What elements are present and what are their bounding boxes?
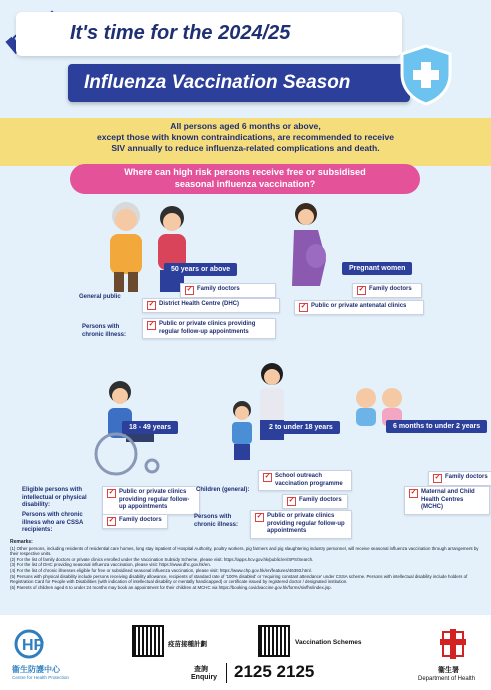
option-clinics (142, 318, 276, 339)
option-antenatal-clinics (294, 300, 424, 315)
option-school-outreach (258, 470, 352, 491)
qr-label-zh: 疫苗接種計劃 (168, 640, 207, 648)
children-general-label: Children (general): (196, 487, 250, 493)
option-label: Family doctors (445, 474, 488, 480)
children-chronic-label: Persons with chronic illness: (194, 514, 239, 528)
option-label: Family doctors (369, 286, 412, 292)
remark-item: (3) For the list of DHC providing seasonal influenza vaccination, please visit: https://www.dhc.gov.hk/en. (10, 562, 212, 568)
option-family-doctors (102, 514, 168, 529)
check-icon: ✓ (264, 473, 271, 480)
check-icon: ✓ (256, 513, 263, 520)
option-label: Family doctors (119, 517, 162, 523)
disability-label: Eligible persons with intellectual or physical disability: (22, 487, 87, 508)
intro-line: except those with known contraindications, are recommended to receive (96, 132, 395, 142)
option-label: District Health Centre (DHC) (159, 301, 240, 307)
option-mchc (404, 486, 490, 515)
chronic-illness-label: Persons with chronic illness: (82, 324, 127, 338)
intro-line: All persons aged 6 months or above, (170, 121, 321, 131)
doh-name-zh: 衞生署 (438, 666, 459, 674)
option-label: Maternal and Child Health Centres (MCHC) (421, 489, 475, 510)
question-line: Where can high risk persons receive free or subsidised (124, 167, 366, 177)
chp-name-en: Centre for Health Protection (12, 675, 69, 680)
check-icon: ✓ (148, 301, 155, 308)
check-icon: ✓ (358, 286, 365, 293)
doh-name-en: Department of Health (418, 676, 476, 682)
qr-code[interactable] (132, 625, 164, 657)
page-subtitle: Influenza Vaccination Season (84, 72, 351, 93)
enquiry-phone[interactable]: 2125 2125 (234, 662, 315, 681)
shield-icon (398, 44, 454, 106)
check-icon: ✓ (108, 489, 115, 496)
option-family-doctors (352, 283, 422, 298)
question-text (80, 166, 410, 190)
remark-item: (6) Parents of children aged 6 to under 24 months may book an appointment for their children at MCHC via https://booking.covidvaccine.gov.hk/forms/sivfhs/index.jsp. (10, 584, 332, 590)
chp-name-zh: 衞生防護中心 (12, 665, 60, 674)
enquiry-label-en: Enquiry (191, 674, 218, 681)
option-label: School outreach vaccination programme (275, 473, 343, 487)
option-family-doctors (428, 471, 491, 486)
question-line: seasonal influenza vaccination? (174, 179, 316, 189)
check-icon: ✓ (434, 474, 441, 481)
option-label: Family doctors (299, 497, 342, 503)
group-tag-elderly: 50 years or above (164, 263, 237, 276)
remark-item: (5) Persons with physical disability include persons receiving disability allowance, recipients of standard rate of '100% disabled' or 'requiring constant attendance' under CSSA scheme. Persons with intellectual disability include holders of Registration Card for People with Disabilities (with indication of intellectual disability or mentally handicapped) or certificate issued by registered doctor / designated institution. (10, 573, 468, 585)
remarks-section (10, 540, 482, 590)
divider (226, 663, 227, 683)
general-public-label: General public (79, 294, 121, 300)
option-family-doctors (180, 283, 276, 298)
group-tag-pregnant: Pregnant women (342, 262, 412, 275)
elderly-couple-illustration (100, 194, 200, 294)
chp-logo (14, 629, 48, 659)
remark-item: (1) Other persons, including residents of residential care homes, long stay inpatient of Hospital Authority, poultry workers, pig farmers and pig slaughtering industry personnel, will receive seasonal influenza vaccination through arrangement by their respective units. (10, 545, 479, 557)
qr-label-en: Vaccination Schemes (295, 639, 362, 646)
option-family-doctors (282, 494, 348, 509)
intro-line: SIV annually to reduce influenza-related complications and death. (111, 143, 380, 153)
option-label: Family doctors (197, 286, 240, 292)
doh-logo (440, 629, 466, 659)
option-label: Public or private antenatal clinics (311, 303, 407, 309)
remark-item: (2) For the list of family doctors or private clinics enrolled under the Vaccination Subsidy Scheme, please visit: https://apps.hcv.gov.hk/public/en/SPS/Search. (10, 556, 314, 562)
children-illustration (226, 360, 296, 464)
check-icon: ✓ (108, 517, 115, 524)
option-label: Public or private clinics providing regular follow-up appointments (119, 489, 190, 510)
check-icon: ✓ (300, 303, 307, 310)
check-icon: ✓ (410, 489, 417, 496)
option-label: Public or private clinics providing regular follow-up appointments (267, 513, 345, 534)
option-clinics (102, 486, 200, 515)
svg-text:HP: HP (22, 637, 45, 654)
qr-code[interactable] (258, 625, 290, 657)
group-tag-children: 2 to under 18 years (262, 421, 340, 434)
group-tag-adults: 18 - 49 years (122, 421, 178, 434)
intro-text (10, 121, 481, 154)
check-icon: ✓ (288, 497, 295, 504)
option-dhc (142, 298, 280, 313)
remark-item: (4) For the list of chronic illnesses eligible for free or subsidised seasonal influenza vaccination, please visit: https://www.chp.gov.hk/en/features/46393.html. (10, 567, 312, 573)
remarks-title: Remarks: (10, 539, 33, 545)
page-title: It's time for the 2024/25 (70, 22, 291, 44)
group-tag-infants: 6 months to under 2 years (386, 420, 487, 433)
pregnant-woman-illustration (282, 200, 332, 290)
footer (0, 615, 491, 690)
option-clinics (250, 510, 352, 539)
check-icon: ✓ (186, 286, 193, 293)
option-label: Public or private clinics providing regular follow-up appointments (159, 321, 256, 335)
check-icon: ✓ (148, 321, 155, 328)
enquiry-label-zh: 查詢 (194, 665, 208, 673)
cssa-label: Persons with chronic illness who are CSSA recipients: (22, 512, 84, 533)
